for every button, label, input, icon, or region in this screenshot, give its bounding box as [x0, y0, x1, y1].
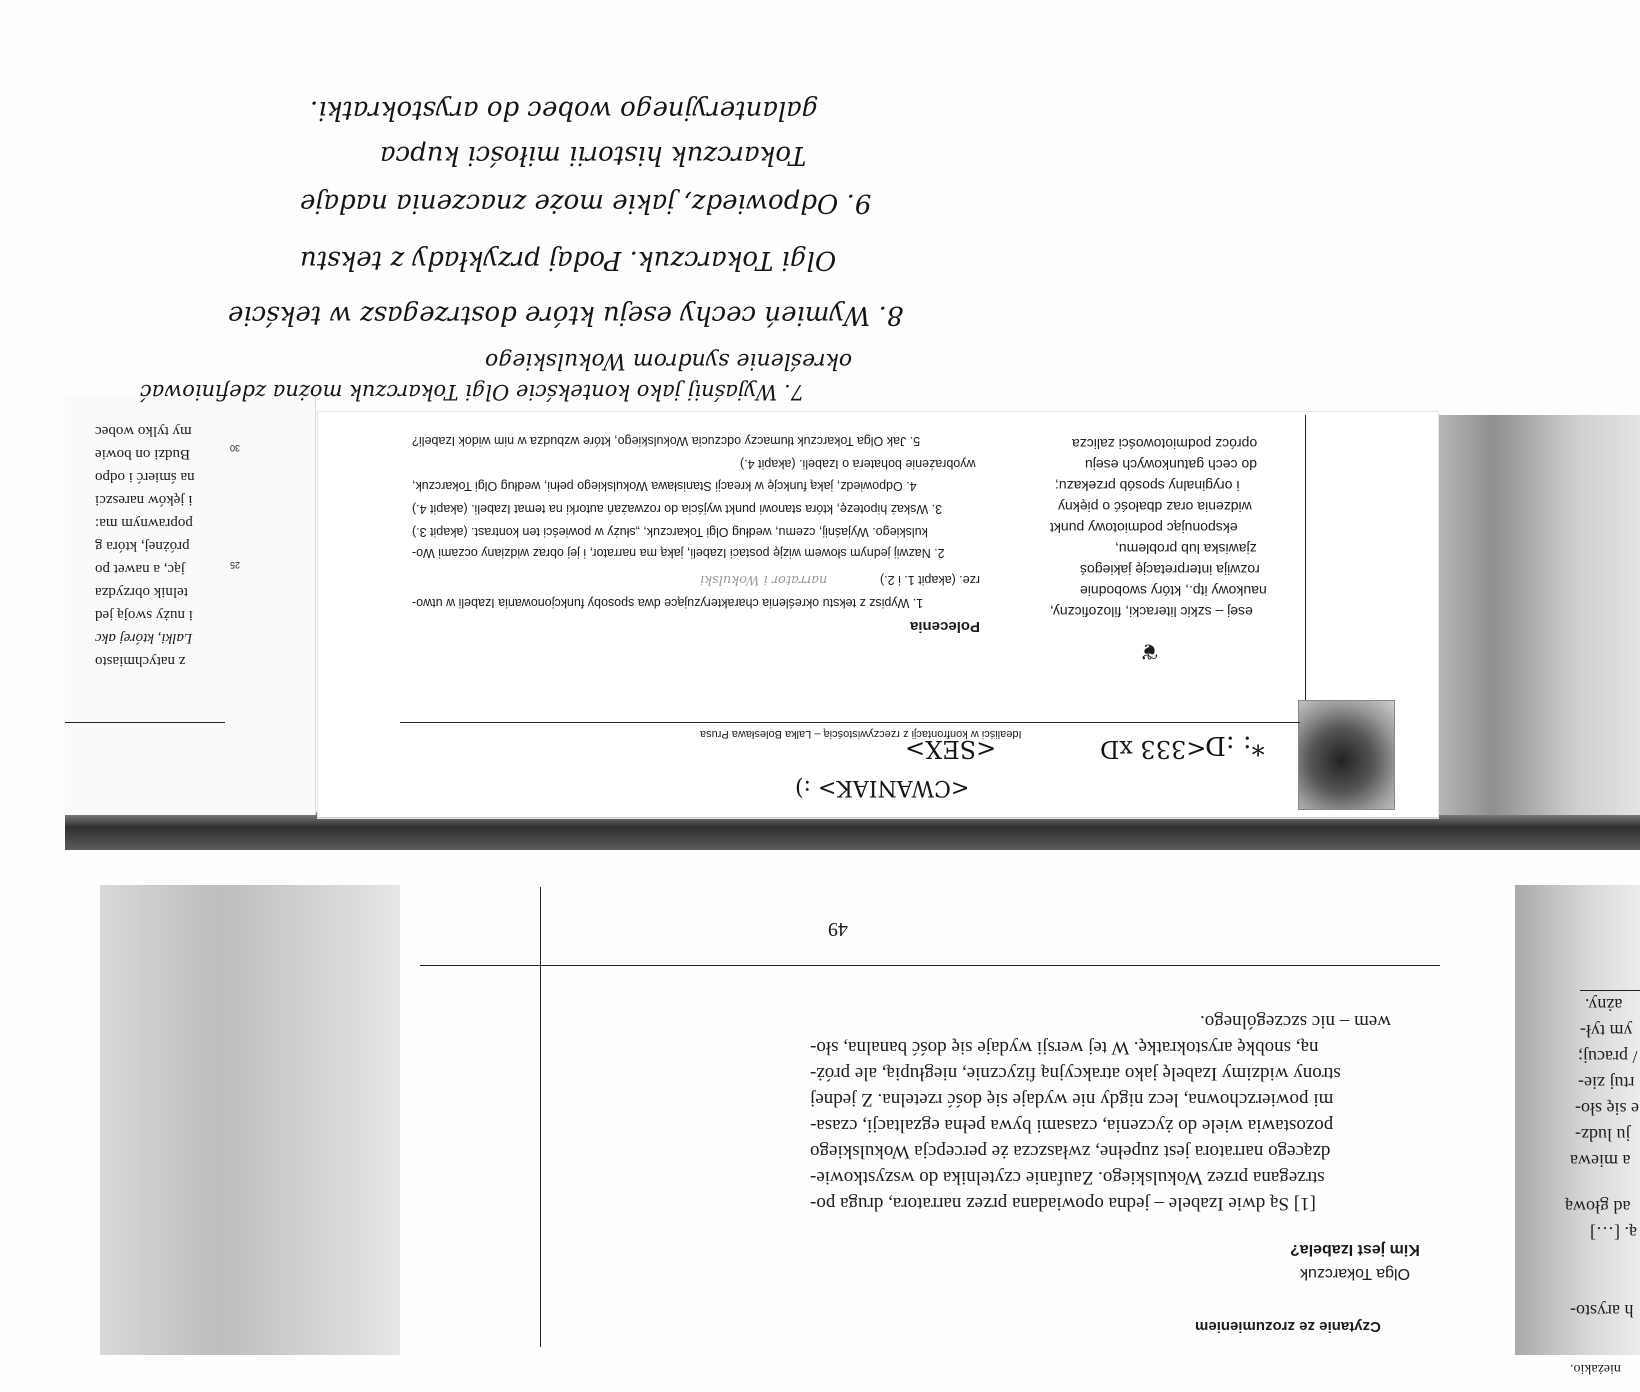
article-title: Kim jest Izabela? [1290, 1241, 1420, 1258]
doodle-sex: <SEX> [905, 735, 997, 763]
right-fragment: a miewa [1570, 1151, 1631, 1171]
handwritten-line: galanteryjnego wobec do arystokratki. [310, 95, 819, 125]
page-number: 49 [828, 918, 848, 940]
right-fragment: e się sło- [1575, 1099, 1639, 1119]
left-column-line: próżnej, która g [95, 538, 190, 554]
inserted-worksheet [318, 412, 1438, 818]
right-fragment: ażny. [1585, 995, 1623, 1015]
esej-definition-line: esej – szkic literacki, filozoficzny, [1050, 604, 1253, 620]
right-fragment: / pracuj; [1578, 1047, 1638, 1067]
esej-definition-line: eksponując podmiotowy punkt [1050, 520, 1238, 536]
right-fragment: rtuj zie- [1578, 1073, 1635, 1093]
left-rule [65, 722, 225, 723]
worksheet-header: Idealiści w konfrontacji z rzeczywistością – Lalka Bolesława Prusa [700, 728, 1022, 740]
esej-definition-line: i oryginalny sposób przekazu; [1055, 478, 1240, 494]
left-column-line: my tylko wobec [95, 423, 192, 439]
line-number: 25 [230, 560, 241, 570]
instruction-line: rze. (akapit 1. i 2.) [880, 573, 981, 587]
esej-definition-line: widzenia oraz dbałość o piękny [1058, 499, 1252, 515]
article-line: strony widzimy Izabelę jako atrakcyjną fizycznie, niegłupią, ale próż- [810, 1063, 1341, 1084]
left-column-line: Lalki, której akc [95, 630, 193, 646]
instruction-line: 3. Wskaż hipotezę, która stanowi punkt wyjścia do rozważań autorki na temat Izabeli. (akapit 4.) [412, 502, 943, 516]
instruction-line: 2. Nazwij jednym słowem wizję postaci Izabeli, jaką ma narrator, i jej obraz widziany oczami Wo- [412, 546, 945, 560]
esej-definition-line: naukowy itp., który swobodnie [1080, 583, 1267, 599]
article-author: Olga Tokarczuk [1300, 1265, 1410, 1282]
esej-definition-line: zjawiska lub problemu, [1115, 541, 1257, 557]
instruction-line: 1. Wypisz z tekstu określenia charakteryzujące dwa sposoby funkcjonowania Izabeli w utwo- [412, 596, 924, 610]
handwritten-line: 9. Odpowiedz, jakie może znaczenia nadaje [300, 188, 872, 218]
esej-definition-line: do cech gatunkowych eseju [1085, 457, 1257, 473]
bottom-page-divider [540, 887, 541, 1347]
doodle-smiley: *: :D [1205, 730, 1265, 760]
left-column-line: telnik obrzydza [95, 584, 188, 600]
article-line: dzącego narratora jest zupełne, zwłaszcza że percepcja Wokulskiego [810, 1141, 1331, 1162]
right-fragment: h arysto- [1570, 1301, 1634, 1321]
scan-shade-right-bottom [1515, 885, 1640, 1355]
instruction-line: 5. Jak Olga Tokarczuk tłumaczy odczucia Wokulskiego, które wzbudza w nim widok Izabeli? [412, 434, 921, 448]
left-column-line: i jęków nareszci [95, 492, 193, 508]
right-fragment: ju ludz- [1575, 1125, 1631, 1145]
ornament-icon: ❦ [1140, 639, 1159, 664]
article-line: [1] Są dwie Izabele – jedna opowiadana przez narratora, druga po- [810, 1193, 1316, 1214]
esej-definition-line: oprócz podmiotowości zalicza [1072, 436, 1258, 452]
instruction-line: 4. Odpowiedz, jaką funkcję w kreacji Stanisława Wokulskiego pełni, według Olgi Tokarczuk, [412, 479, 917, 493]
header-rule [400, 722, 1300, 723]
right-fragment: ad głową [1565, 1197, 1631, 1217]
left-column-line: jąc, a nawet po [95, 561, 185, 577]
left-column-line: na śmierć i odpo [95, 469, 195, 485]
left-column-line: poprawnym ma: [95, 515, 193, 531]
right-fragment: ym tył- [1580, 1021, 1633, 1041]
doodle-cwaniak: <CWANIAK> :) [795, 775, 970, 800]
section-title: Czytanie ze zrozumieniem [1195, 1318, 1381, 1335]
handwritten-line: Olgi Tokarczuk. Podaj przykłady z tekstu [300, 245, 837, 275]
article-line: strzegana przez Wokulskiego. Zaufanie czytelnika do wszystkowie- [810, 1167, 1325, 1188]
handwritten-line: określenie syndrom Wokulskiego [485, 348, 853, 373]
article-line: wem – nic szczególnego. [1200, 1011, 1391, 1032]
right-fragment: nieżakio. [1570, 1361, 1621, 1376]
pencil-note: narrator i Wokulski [700, 572, 828, 587]
handwritten-line: Tokarczuk historii miłości kupca [380, 140, 807, 170]
left-column-line: z natychmiasto [95, 653, 186, 669]
left-column-line: i nuży swoją jed [95, 607, 193, 623]
right-fragment: ą. […] [1590, 1223, 1637, 1243]
esej-definition-line: rozwija interpretację jakiegoś [1080, 562, 1260, 578]
instruction-line: wyobrażenie bohatera o Izabeli. (akapit 4.) [740, 457, 976, 471]
article-line: pozostawia wiele do życzenia, czasami bywa pełna egzaltacji, czasa- [810, 1115, 1334, 1136]
left-column-line: Budzi on bowie [95, 446, 190, 462]
illustration-photo [1298, 700, 1395, 810]
line-number: 30 [230, 443, 241, 453]
doodle-heart: <333 xD [1100, 735, 1207, 763]
polecenia-title: Polecenia [910, 618, 981, 635]
scan-shade-left [100, 885, 400, 1355]
scan-shade-right-top [1430, 415, 1640, 815]
article-line: mi powierzchowna, lecz nigdy nie wydaje się dość rzetelna. Z jednej [810, 1089, 1334, 1110]
instruction-line: kulskiego. Wyjaśnij, czemu, według Olgi Tokarczuk, „służy w powieści ten kontrast. (akapit 3.) [412, 525, 928, 539]
article-line: ną, snobkę arystokratkę. W tej wersji wydaje się dość banalna, sło- [810, 1037, 1319, 1058]
right-page-rule [1580, 990, 1640, 991]
handwritten-line: 7. Wyjaśnij jako kontekście Olgi Tokarczuk można zdefiniować [140, 380, 805, 404]
handwritten-line: 8. Wymień cechy eseju które dostrzegasz w tekście [228, 300, 904, 330]
bottom-header-rule [420, 965, 1440, 966]
column-divider [1305, 415, 1306, 700]
